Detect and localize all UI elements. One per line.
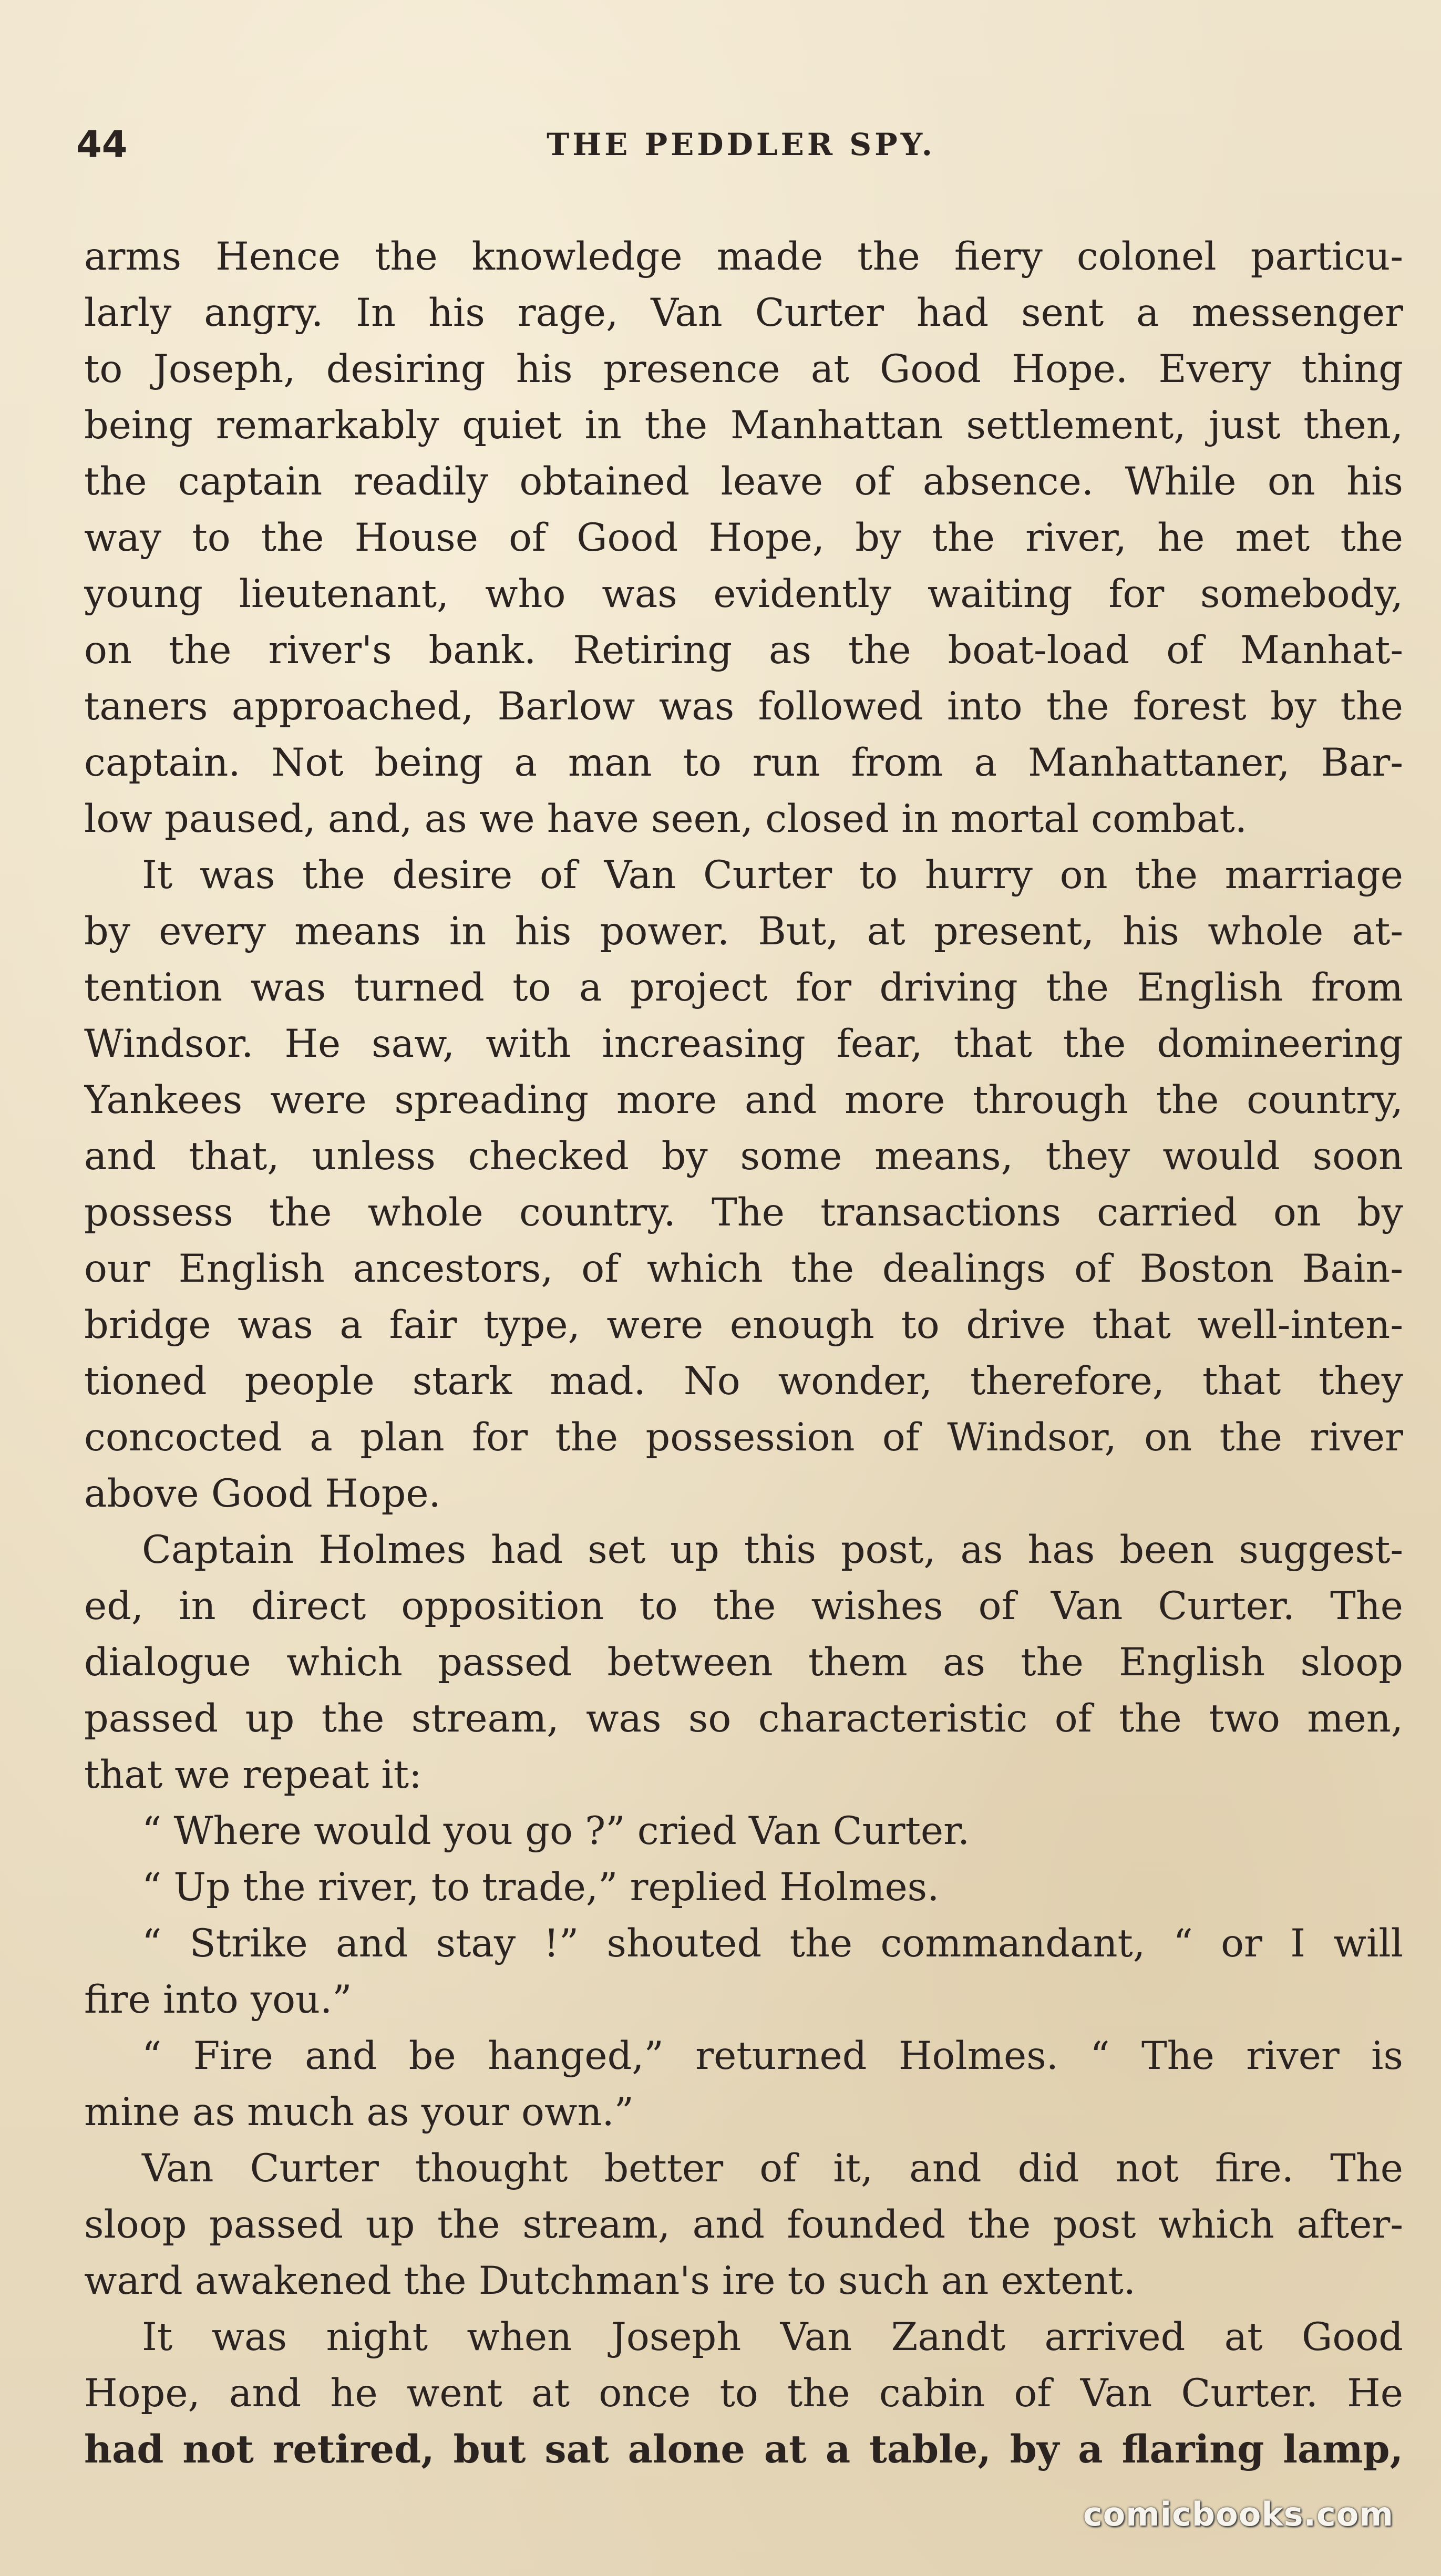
text-line: the captain readily obtained leave of absence. While on his	[84, 459, 1403, 504]
text-line: “ Up the river, to trade,” replied Holmes.	[142, 1865, 940, 1910]
text-line: Van Curter thought better of it, and did not fire. The	[142, 2146, 1403, 2191]
text-line: Yankees were spreading more and more through the country,	[84, 1078, 1403, 1122]
text-line: bridge was a fair type, were enough to drive that well-inten-	[84, 1303, 1403, 1347]
text-line: above Good Hope.	[84, 1471, 441, 1516]
text-line: tioned people stark mad. No wonder, therefore, that they	[84, 1359, 1403, 1404]
watermark: comicbooks.com	[1083, 2495, 1394, 2533]
text-line: had not retired, but sat alone at a table, by a flaring lamp,	[84, 2427, 1403, 2472]
page-header	[76, 121, 1406, 168]
text-line: “ Fire and be hanged,” returned Holmes. “ The river is	[142, 2034, 1403, 2078]
text-line: concocted a plan for the possession of Windsor, on the river	[84, 1415, 1403, 1460]
text-line: larly angry. In his rage, Van Curter had sent a messenger	[84, 291, 1403, 335]
text-line: Captain Holmes had set up this post, as has been suggest-	[142, 1528, 1403, 1572]
text-line: on the river's bank. Retiring as the boat-load of Manhat-	[84, 628, 1403, 673]
text-line: ward awakened the Dutchman's ire to such an extent.	[84, 2259, 1136, 2303]
text-line: that we repeat it:	[84, 1753, 422, 1797]
text-line: “ Where would you go ?” cried Van Curter.	[142, 1809, 970, 1853]
text-line: mine as much as your own.”	[84, 2090, 634, 2135]
text-line: to Joseph, desiring his presence at Good Hope. Every thing	[84, 347, 1403, 391]
text-line: It was night when Joseph Van Zandt arrived at Good	[142, 2315, 1403, 2359]
text-line: fire into you.”	[84, 1977, 352, 2022]
text-line: passed up the stream, was so characteristic of the two men,	[84, 1696, 1403, 1741]
text-line: Hope, and he went at once to the cabin of Van Curter. He	[84, 2371, 1403, 2416]
text-line: captain. Not being a man to run from a Manhattaner, Bar-	[84, 740, 1403, 785]
text-line: ed, in direct opposition to the wishes of Van Curter. The	[84, 1584, 1403, 1629]
text-line: and that, unless checked by some means, they would soon	[84, 1134, 1403, 1179]
text-line: by every means in his power. But, at present, his whole at-	[84, 909, 1403, 954]
text-line: being remarkably quiet in the Manhattan settlement, just then,	[84, 403, 1403, 448]
running-head: THE PEDDLER SPY.	[547, 127, 935, 162]
text-line: arms Hence the knowledge made the fiery colonel particu-	[84, 234, 1403, 279]
text-line: our English ancestors, of which the dealings of Boston Bain-	[84, 1246, 1403, 1291]
text-line: tention was turned to a project for driving the English from	[84, 965, 1403, 1010]
text-line: possess the whole country. The transactions carried on by	[84, 1190, 1403, 1235]
text-line: low paused, and, as we have seen, closed in mortal combat.	[84, 797, 1247, 841]
text-line: way to the House of Good Hope, by the river, he met the	[84, 516, 1403, 560]
text-line: young lieutenant, who was evidently waiting for somebody,	[84, 572, 1403, 616]
text-line: taners approached, Barlow was followed into the forest by the	[84, 684, 1403, 729]
text-line: Windsor. He saw, with increasing fear, that the domineering	[84, 1022, 1403, 1066]
text-line: sloop passed up the stream, and founded the post which after-	[84, 2202, 1403, 2247]
body-text	[84, 229, 1403, 2478]
text-line: It was the desire of Van Curter to hurry on the marriage	[142, 853, 1403, 898]
text-line: dialogue which passed between them as the English sloop	[84, 1640, 1403, 1685]
text-line: “ Strike and stay !” shouted the commandant, “ or I will	[142, 1921, 1403, 1966]
page-number: 44	[76, 123, 128, 166]
